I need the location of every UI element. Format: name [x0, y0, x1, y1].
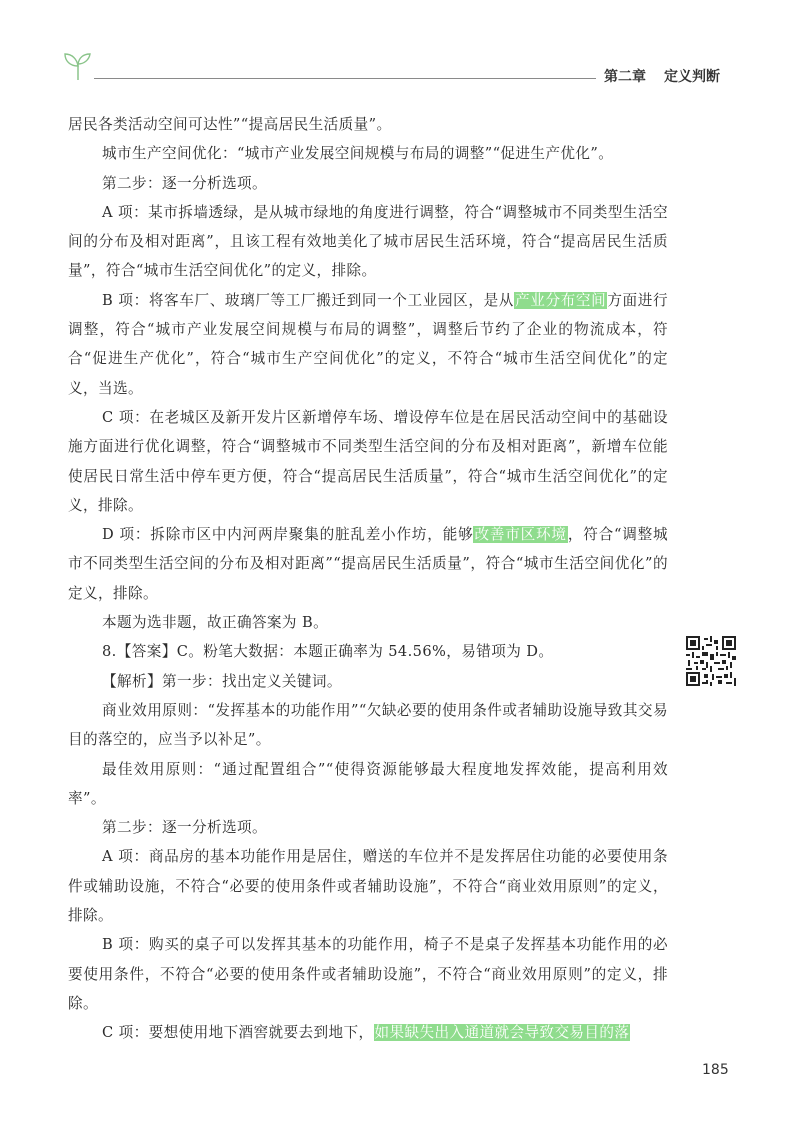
page-number: 185 — [702, 1062, 729, 1078]
paragraph — [68, 667, 668, 696]
paragraph — [68, 110, 668, 139]
paragraph — [68, 169, 668, 198]
paragraph — [68, 286, 668, 403]
chapter-title: 定义判断 — [664, 69, 720, 85]
chapter-header — [604, 66, 720, 86]
page-body — [68, 110, 668, 1048]
highlighted-text: 如果缺失出入通道就会导致交易目的落 — [374, 1024, 630, 1042]
paragraph — [68, 403, 668, 520]
text-segment: 第二步：逐一分析选项。 — [102, 174, 267, 192]
text-segment: C 项：要想使用地下酒窖就要去到地下， — [102, 1024, 374, 1042]
text-segment: 第二步：逐一分析选项。 — [102, 819, 267, 837]
text-segment: A 项：商品房的基本功能作用是居住，赠送的车位并不是发挥居住功能的必要使用条件或辅助设施，不符合“必要的使用条件或者辅助设施”，不符合“商业效用原则”的定义，排除。 — [68, 848, 668, 925]
text-segment: D 项：拆除市区中内河两岸聚集的脏乱差小作坊，能够 — [102, 526, 474, 544]
text-segment: 居民各类活动空间可达性”“提高居民生活质量”。 — [68, 116, 392, 133]
paragraph — [68, 842, 668, 930]
text-segment: 最佳效用原则：“通过配置组合”“使得资源能够最大程度地发挥效能，提高利用效率”。 — [68, 760, 668, 807]
paragraph — [68, 696, 668, 755]
text-segment: ，符合“调整城市不同类型生活空间的分布及相对距离”“提高居民生活质量”，符合“城市生活空间优化”的定义，排除。 — [68, 526, 669, 602]
text-segment: 城市生产空间优化：“城市产业发展空间规模与布局的调整”“促进生产优化”。 — [102, 145, 614, 163]
paragraph — [68, 930, 668, 1018]
text-segment: C 项：在老城区及新开发片区新增停车场、增设停车位是在居民活动空间中的基础设施方面进行优化调整，符合“调整城市不同类型生活空间的分布及相对距离”，新增车位能使居民日常生活中停车更方便，符合“提高居民生活质量”，符合“城市生活空间优化”的定义，排除。 — [68, 408, 668, 514]
paragraph — [68, 520, 668, 608]
paragraph — [68, 755, 668, 814]
text-segment: A 项：某市拆墙透绿，是从城市绿地的角度进行调整，符合“调整城市不同类型生活空间的分布及相对距离”，且该工程有效地美化了城市居民生活环境，符合“提高居民生活质量”，符合“城市生活空间优化”的定义，排除。 — [68, 203, 668, 280]
text-segment: 商业效用原则：“发挥基本的功能作用”“欠缺必要的使用条件或者辅助设施导致其交易目的落空的，应当予以补足”。 — [68, 701, 668, 749]
chapter-label: 第二章 — [604, 69, 646, 85]
text-segment: B 项：将客车厂、玻璃厂等工厂搬迁到同一个工业园区，是从 — [102, 291, 515, 309]
text-segment: 8.【答案】C。粉笔大数据：本题正确率为 54.56%，易错项为 D。 — [102, 643, 554, 661]
paragraph — [68, 198, 668, 286]
text-segment: 本题为选非题，故正确答案为 B。 — [102, 614, 329, 632]
highlighted-text: 改善市区环境 — [474, 526, 567, 544]
text-segment: 【解析】第一步：找出定义关键词。 — [102, 672, 342, 690]
header-rule — [94, 78, 596, 79]
paragraph — [68, 813, 668, 842]
highlighted-text: 产业分布空间 — [515, 291, 607, 309]
qr-code-icon — [686, 636, 736, 686]
paragraph — [68, 139, 668, 168]
leaf-sprout-icon — [60, 50, 96, 84]
text-segment: 方面进行调整，符合“城市产业发展空间规模与布局的调整”，调整后节约了企业的物流成本，符合“促进生产优化”，符合“城市生产空间优化”的定义，不符合“城市生活空间优化”的定义，当选。 — [68, 291, 668, 397]
paragraph — [68, 1018, 668, 1047]
paragraph — [68, 637, 668, 666]
paragraph — [68, 608, 668, 637]
text-segment: B 项：购买的桌子可以发挥其基本的功能作用，椅子不是桌子发挥基本功能作用的必要使用条件，不符合“必要的使用条件或者辅助设施”，不符合“商业效用原则”的定义，排除。 — [68, 936, 668, 1012]
